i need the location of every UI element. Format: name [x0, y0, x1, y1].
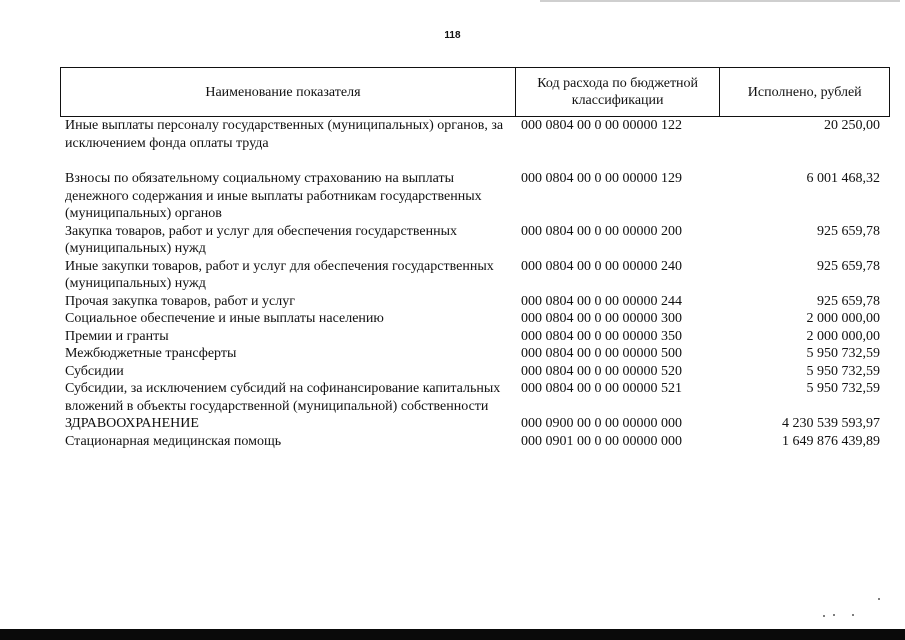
scan-edge-line — [540, 0, 900, 2]
row-name: Межбюджетные трансферты — [65, 346, 237, 361]
header-code — [515, 68, 720, 116]
table-row — [60, 117, 890, 152]
table-row — [60, 328, 890, 346]
row-code: 000 0804 00 0 00 00000 300 — [521, 311, 682, 326]
row-name: Субсидии, за исключением субсидий на софинансирование капитальных вложений в объекты государственной (муниципальной) собственности — [65, 381, 501, 414]
scan-speck — [852, 614, 854, 616]
row-amount: 4 230 539 593,97 — [782, 416, 880, 431]
row-code: 000 0804 00 0 00 00000 129 — [521, 171, 682, 186]
table-row — [60, 170, 890, 223]
scan-speck — [833, 614, 835, 616]
table-row — [60, 293, 890, 311]
page-number: 118 — [444, 30, 461, 41]
scan-speck — [823, 615, 825, 617]
header-code-label: Код расхода по бюджетной классификации — [537, 76, 699, 108]
row-code: 000 0804 00 0 00 00000 240 — [521, 258, 682, 274]
row-code: 000 0804 00 0 00 00000 200 — [521, 223, 682, 239]
row-amount: 6 001 468,32 — [806, 171, 880, 186]
table-row — [60, 310, 890, 328]
row-amount: 925 659,78 — [817, 258, 880, 274]
row-name: Прочая закупка товаров, работ и услуг — [65, 293, 295, 309]
scan-bottom-edge — [0, 629, 905, 640]
table-row — [60, 258, 890, 293]
row-name: Социальное обеспечение и иные выплаты населению — [65, 311, 384, 326]
table-row — [60, 380, 890, 415]
row-amount: 20 250,00 — [824, 118, 880, 133]
row-code: 000 0900 00 0 00 00000 000 — [521, 416, 682, 431]
table-row — [60, 363, 890, 381]
row-name: Взносы по обязательному социальному страхованию на выплаты денежного содержания и иные выплаты работникам государственных (муниципальных) органов — [65, 171, 482, 221]
row-code: 000 0804 00 0 00 00000 122 — [521, 118, 682, 133]
table-row — [60, 345, 890, 363]
row-amount: 5 950 732,59 — [806, 346, 880, 361]
row-amount: 5 950 732,59 — [806, 381, 880, 396]
row-code: 000 0804 00 0 00 00000 500 — [521, 346, 682, 361]
table-row — [60, 415, 890, 433]
table-row — [60, 223, 890, 258]
row-code: 000 0804 00 0 00 00000 244 — [521, 293, 682, 309]
header-amount-label: Исполнено, рублей — [747, 84, 862, 100]
row-name: Премии и гранты — [65, 328, 169, 344]
scan-speck — [878, 598, 880, 600]
table-header-row — [60, 67, 890, 117]
row-amount: 2 000 000,00 — [806, 311, 880, 326]
row-name: Стационарная медицинская помощь — [65, 433, 282, 449]
row-code: 000 0804 00 0 00 00000 520 — [521, 363, 682, 379]
row-name: ЗДРАВООХРАНЕНИЕ — [65, 416, 199, 431]
header-name-label: Наименование показателя — [205, 84, 361, 100]
row-name: Субсидии — [65, 363, 124, 379]
row-amount: 925 659,78 — [817, 293, 880, 309]
row-amount: 2 000 000,00 — [806, 328, 880, 344]
header-amount — [719, 68, 889, 116]
row-amount: 5 950 732,59 — [806, 363, 880, 379]
row-code: 000 0804 00 0 00 00000 350 — [521, 328, 682, 344]
header-name — [61, 68, 515, 116]
row-code: 000 0804 00 0 00 00000 521 — [521, 381, 682, 396]
row-amount: 925 659,78 — [817, 223, 880, 239]
row-name: Закупка товаров, работ и услуг для обеспечения государственных (муниципальных) нужд — [65, 223, 458, 256]
table-row — [60, 433, 890, 451]
row-name: Иные закупки товаров, работ и услуг для обеспечения государственных (муниципальных) нужд — [65, 258, 494, 291]
report-table — [60, 67, 890, 450]
row-name: Иные выплаты персоналу государственных (муниципальных) органов, за исключением фонда оплаты труда — [65, 118, 504, 151]
row-amount: 1 649 876 439,89 — [782, 433, 880, 449]
row-code: 000 0901 00 0 00 00000 000 — [521, 433, 682, 449]
